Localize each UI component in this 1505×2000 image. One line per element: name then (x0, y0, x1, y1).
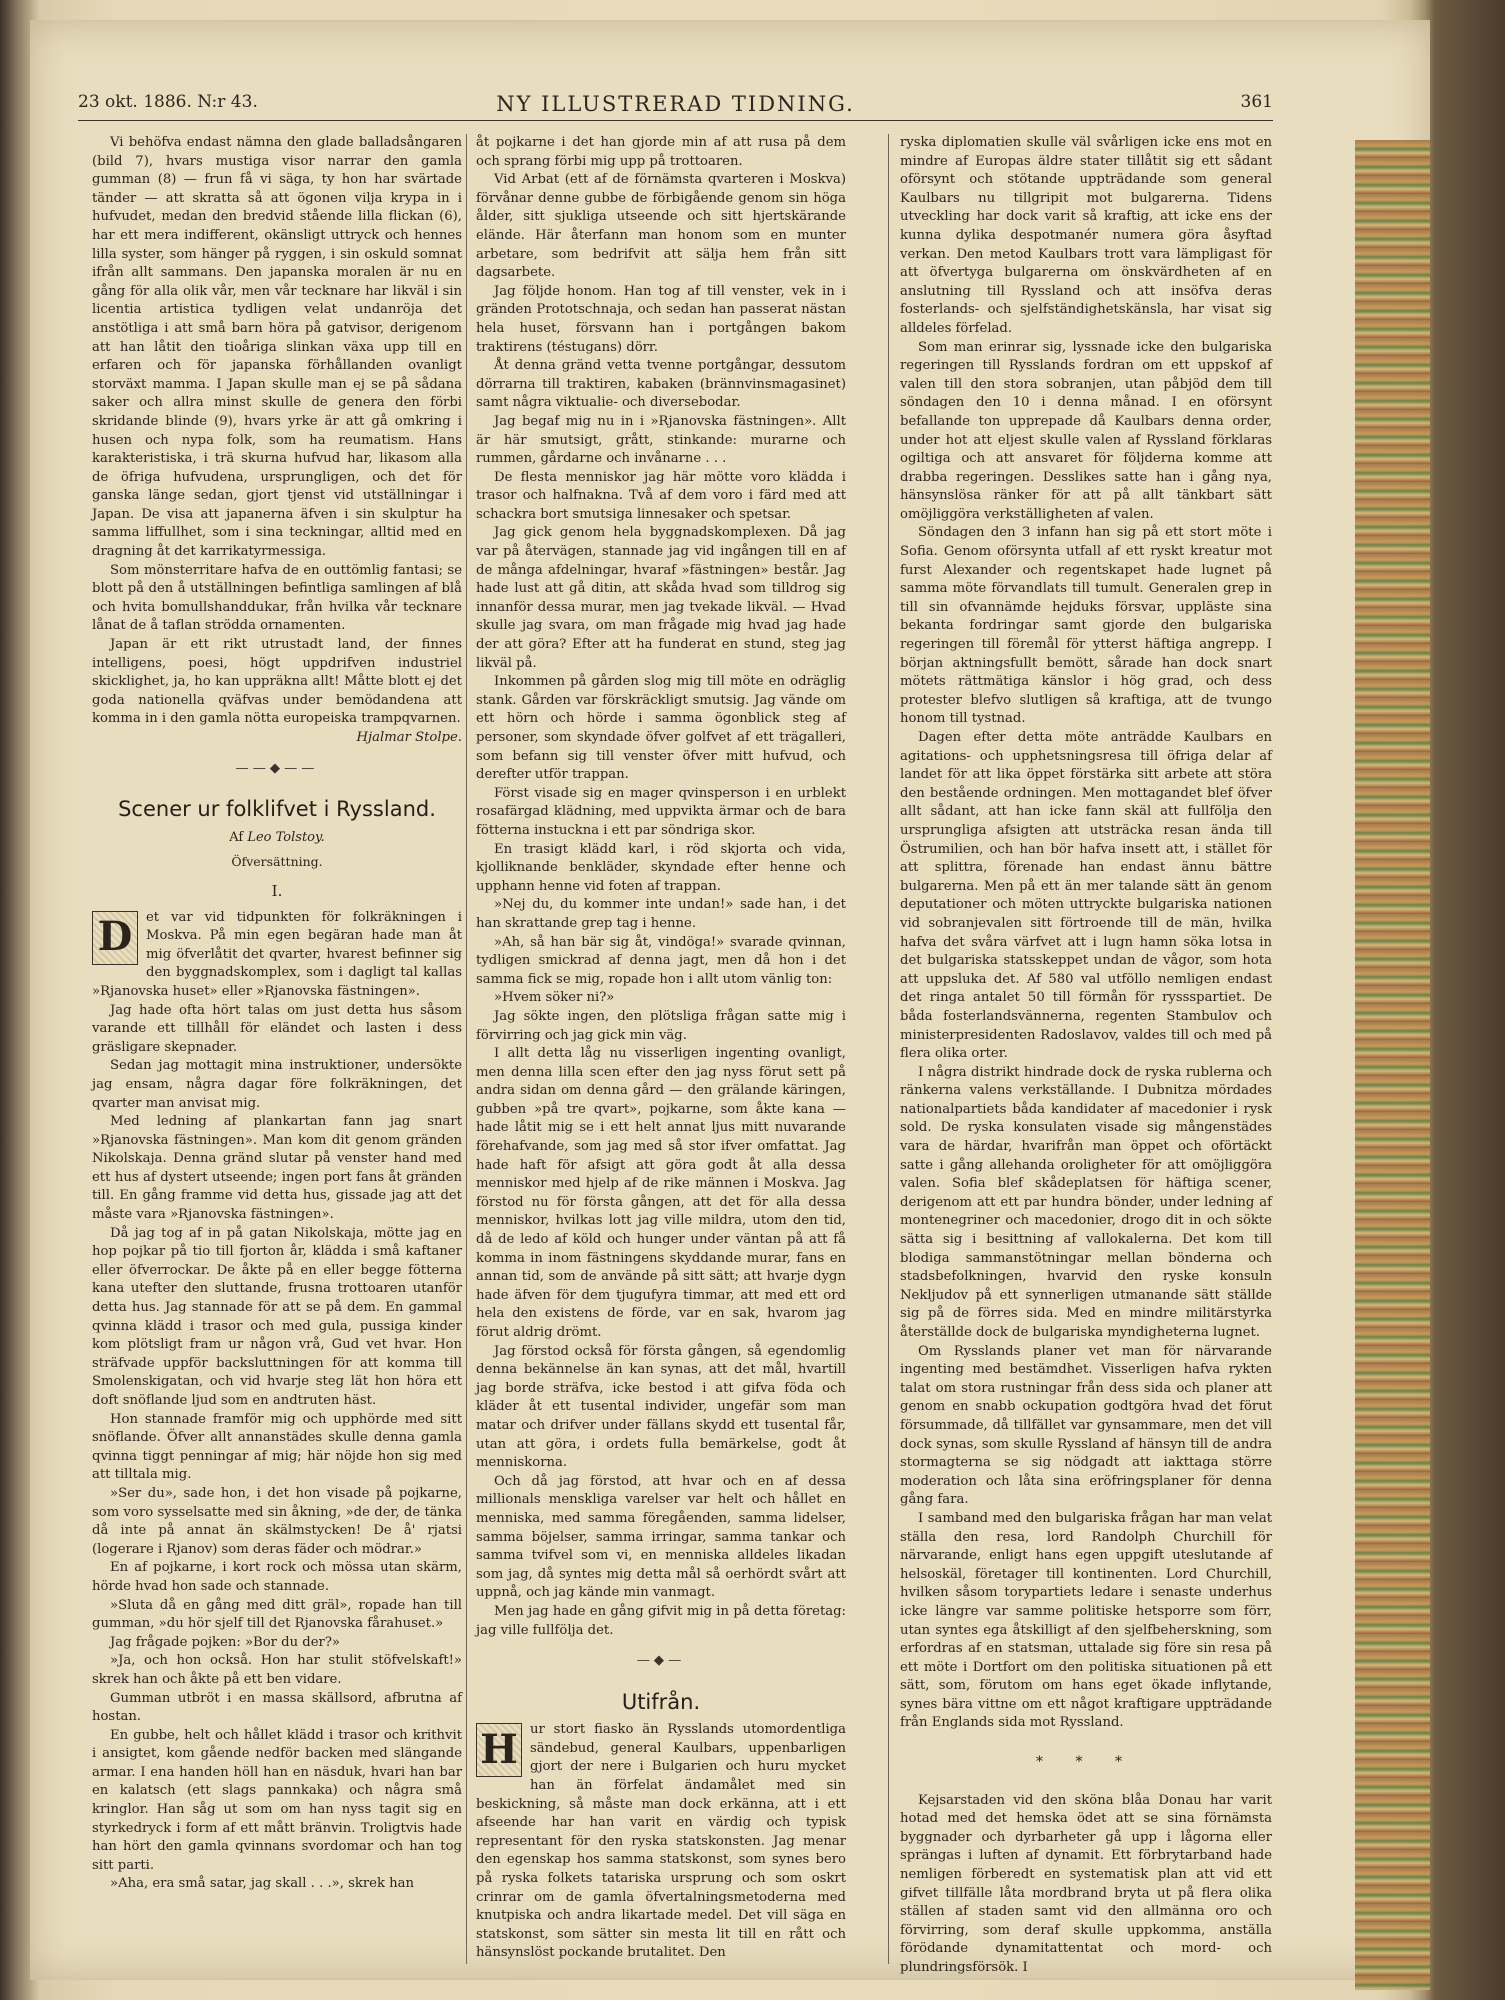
paragraph: »Hvem söker ni?» (494, 990, 615, 1006)
utifran-first-text: ur stort fiasko än Rysslands utomordentliga sändebud, general Kaulbars, uppenbarligen gjort der nere i Bulgarien och huru mycket han än förfelat ändamålet med sin beskickning, så måste man dock erkänna, att i ett afseende har han varit en värdig och typisk representant för den ryska statskonsten. Jag menar den egenskap hos samma statskonst, som synes bero på ryska folkets tatariska ursprung och som oskrt crinrar om de gamla öfvertalningsmetoderna med knutpiska och andra likartade medel. Det vill säga en statskonst, som sätter sin mesta lit till en rått och hänsynslöst pockande brutalitet. Den (476, 1722, 846, 1961)
paragraph: Sedan jag mottagit mina instruktioner, undersökte jag ensam, några dagar före folkräkningen, det qvarter man anvisat mig. (92, 1058, 462, 1111)
paragraph: åt pojkarne i det han gjorde min af att rusa på dem och sprang förbi mig upp på trottoaren. (476, 135, 846, 169)
byline-author: Leo Tolstoy. (247, 829, 325, 845)
column-rule-2 (888, 134, 889, 1964)
paragraph: En gubbe, helt och hållet klädd i trasor och krithvit i ansigtet, kom gående nedför backen med slängande armar. I ena handen höll han en näsduk, hvari han bar en kalatsch (ett slags pannkaka) och några små kringlor. Han såg ut som om han nyss tagit sig en styrkedryck i form af ett mått bränvin. Troligtvis hade han hört den gamla qvinnans svordomar och han tog sitt parti. (92, 1727, 462, 1873)
translation-note: Öfversättning. (231, 854, 323, 870)
paragraph: Med ledning af plankartan fann jag snart »Rjanovska fästningen». Man kom dit genom gränden Nikolskaja. Denna gränd slutar på venster hand med ett hus af dystert utseende; ingen port fans åt gränden till. En gång framme vid detta hus, gissade jag att det måste vara »Rjanovska fästningen». (92, 1114, 462, 1223)
byline-prefix: Af (229, 829, 244, 845)
paragraph: »Ah, så han bär sig åt, vindöga!» svarade qvinnan, tydligen smickrad af denna jagt, men då hon i det samma fick se mig, ropade hon i allt utom vänlig ton: (476, 934, 846, 987)
paragraph: Jag hade ofta hört talas om just detta hus såsom varande ett tillhåll för eländet och lasten i dess gräsligare skepnader. (92, 1002, 462, 1055)
paragraph: »Ser du», sade hon, i det hon visade på pojkarne, som voro sysselsatte med sin åkning, »de der, de tänka då inte på annat än skälmstycken! De å' rjatsi (logerare i Rjanov) som deras fäder och mödrar.» (92, 1485, 462, 1557)
paragraph: Gumman utbröt i en massa skällsord, afbrutna af hostan. (92, 1690, 462, 1725)
paragraph: De flesta menniskor jag här mötte voro klädda i trasor och halfnakna. Två af dem voro i färd med att schackra bort smutsiga linnesaker och spetsar. (476, 469, 846, 522)
vienna-article (900, 1792, 1272, 1978)
chapter-number: I. (271, 881, 283, 900)
paragraph: »Nej du, du kommer inte undan!» sade han, i det han skrattande grep tag i henne. (476, 897, 846, 931)
paragraph: Hon stannade framför mig och upphörde med sitt snöflande. Öfver allt annanstädes skulle denna gamla qvinna tiggt penningar af mig; här nöjde hon sig med att tilltala mig. (92, 1411, 462, 1483)
dropcap-d-icon: D (92, 911, 138, 965)
column-1 (92, 134, 462, 1894)
paragraph: Jag förstod också för första gången, så egendomlig denna bekännelse än kan synas, att det mål, hvartill jag borde sträfva, icke bestod i att gifva föda och kläder åt ett tusental individer, ungefär som man matar och drifver under fällans skydd ett tusental får, utan att göra, i ordets fulla bemärkelse, godt åt menniskorna. (476, 1343, 846, 1471)
column-3 (900, 134, 1272, 1978)
paragraph: Jag frågade pojken: »Bor du der?» (110, 1634, 340, 1650)
paragraph: Kejsarstaden vid den sköna blåa Donau har varit hotad med det hemska ödet att se sina förnämsta byggnader och dyrbarheter gå upp i lågorna eller sprängas i luften af dynamit. Ett förbrytarband hade nemligen förberedt en systematisk plan att vid ett gifvet tillfälle låta mordbrand bryta ut på flera olika ställen af staden samt vid den allmänna oro och förvirring, som deraf skulle uppkomma, anställa förödande dynamitattentat och mord- och plundringsförsök. I (900, 1792, 1272, 1975)
newspaper-title: NY ILLUSTRERAD TIDNING. (496, 92, 855, 116)
paragraph: ryska diplomatien skulle väl svårligen icke ens mot en mindre af Europas äldre stater tillåtit sig ett sådant oförsynt och stötande uppträdande som general Kaulbars nu tillgripit mot bulgarerna. Tidens utveckling har dock varit så kraftig, att icke ens der kunna dylika despotmanér numera göra åsyftad verkan. Den metod Kaulbars trott vara lämpligast för att öfvertyga bulgarerna om önskvärdheten af en anslutning till Ryssland och att insöfva deras fosterlands- och sjelfständighetskänsla, har visat sig alldeles förfelad. (900, 135, 1272, 336)
paragraph: Som mönsterritare hafva de en outtömlig fantasi; se blott på den å utställningen befintliga samlingen af blå och hvita bomullshanddukar, från hvilka vår tecknare lånat de å taflan strödda ornamenten. (92, 562, 462, 634)
paragraph: Åt denna gränd vetta tvenne portgångar, dessutom dörrarna till traktiren, kabaken (brännvinsmagasinet) samt några viktualie- och diversebodar. (476, 358, 846, 411)
paragraph: »Aha, era små satar, jag skall . . .», skrek han (110, 1876, 414, 1892)
paragraph: Som man erinrar sig, lyssnade icke den bulgariska regeringen till Rysslands fordran om ett uppskof af valen till den stora sobranjen, utan påbjöd dem till söndagen den 10 i denna månad. I en oförsynt befallande ton upprepade då Kaulbars denna order, under hot att eljest skulle valen af Ryssland förklaras ogiltiga och att ansvaret för följderna komme att drabba regeringen. Desslikes satte han i gång nya, hänsynslösa ränker för att på allt tänkbart sätt omöjliggöra verkställigheten af valen. (900, 339, 1272, 522)
header-rule (78, 120, 1273, 121)
paragraph: I allt detta låg nu visserligen ingenting ovanligt, men denna lilla scen efter den jag nyss förut sett på andra sidan om denna gård — den grälande käringen, gubben »på tre qvart», pojkarne, som åkte kana — hade låtit mig se i ett helt annat ljus mitt nuvarande förehafvande, som jag med så stor ifver omfattat. Jag hade haft för afsigt att göra godt åt alla dessa menniskor med hjelp af de rike männen i Moskva. Jag förstod nu för första gången, att det för alla dessa menniskor, hvilkas lott jag ville mildra, utom den tid, då de ledo af köld och hunger under väntan på att få komma in inom fästningens skyddande murar, fans en annan tid, som de använde på sitt sätt; att hvarje dygn hade äfven för dem tjugufyra timmar, att med ett ord hela den existens de förde, var en sak, hvarom jag förut aldrig drömt. (476, 1046, 846, 1340)
utifran-first-paragraph (476, 1721, 846, 1963)
paragraph: Och då jag förstod, att hvar och en af dessa millionals menskliga varelser var helt och hållet en menniska, med samma föregåenden, samma lidelser, samma böjelser, samma irringar, samma tankar och samma tvifvel som vi, en menniska alldeles likadan som jag, då syntes mig detta mål så oerhördt svårt att uppnå, och jag kände min vanmagt. (476, 1473, 846, 1601)
paragraph: Då jag tog af in på gatan Nikolskaja, mötte jag en hop pojkar på tio till fjorton år, klädda i små kaftaner eller öfverrockar. De åkte på en eller begge fötterna kana utefter den sluttande, frusna trottoaren utanför detta hus. Jag stannade för att se på dem. En gammal qvinna klädd i trasor och med gula, pussiga kinder kom plötsligt fram ur någon vrå, Gud vet hvar. Hon sträfvade uppför backsluttningen för att komma till Smolenskigatan, och vid hvarje steg lät hon höra ett doft snöflande ljud som en andtruten häst. (92, 1225, 462, 1408)
first-paragraph (92, 909, 462, 1002)
first-paragraph-text: et var vid tidpunkten för folkräkningen i Moskva. På min egen begäran hade man åt mig öfverlåtit det qvarter, hvarest befinner sig den byggnadskomplex, som i dagligt tal kallas »Rjanovska huset» eller »Rjanovska fästningen». (92, 909, 462, 999)
paragraph: Jag följde honom. Han tog af till venster, vek in i gränden Prototschnaja, och sedan han passerat nästan hela huset, försvann han i portgången bakom traktirens (téstugans) dörr. (476, 283, 846, 355)
utifran-continued (900, 134, 1272, 1733)
paragraph: Inkommen på gården slog mig till möte en odräglig stank. Gården var förskräckligt smutsig. Jag vände om ett hörn och hörde i samma ögonblick steg af personer, som skyndade öfver golfvet af ett trägalleri, som befann sig till venster öfver mitt hufvud, och derefter utför trappan. (476, 674, 846, 783)
asterism: * * * (1036, 1754, 1136, 1771)
paragraph: I samband med den bulgariska frågan har man velat ställa den resa, lord Randolph Churchill för närvarande, enligt hans egen uppgift uteslutande af helsoskäl, företager till kontinenten. Lord Churchill, hvilken såsom torypartiets ledare i senaste underhus icke längre var samme politiske hetsporre som förr, utan syntes ega åtskilligt af den sjelfbeherskning, som erfordras af en statsman, uttalade sig före sin resa på ett möte i Dortfort om den politiska situationen på ett sätt, som, förutom om hans eget ökade inflytande, synes bära vittne om ett något kraftigare uppträdande från Englands sida mot Ryssland. (900, 1510, 1272, 1731)
paragraph: Japan är ett rikt utrustadt land, der finnes intelligens, poesi, högt uppdrifven industriel skicklighet, ja, ho kan uppräkna allt! Måtte blott ej det goda nationella qväfvas under bemödandena att komma in i den gamla nötta europeiska trampqvarnen. (92, 637, 462, 727)
paragraph: Om Rysslands planer vet man för närvarande ingenting med bestämdhet. Visserligen hafva rykten talat om stora rustningar från dess sida och planer att genom en snabb ockupation godtgöra hvad det förut försummade, då tillfället var gynsammare, men det vill dock synas, som skulle Ryssland af hänsyn till de andra stormagterna se sig nödgadt att iakttaga större moderation och låta sina eröfringsplaner för denna gång fara. (900, 1343, 1272, 1508)
issue-date: 23 okt. 1886. N:r 43. (78, 92, 258, 112)
page-stack-edge (1355, 140, 1430, 1990)
japan-article-end (92, 134, 462, 729)
paragraph: »Sluta då en gång med ditt gräl», ropade han till gumman, »du hör sjelf till det Rjanovska fårahuset.» (92, 1597, 462, 1632)
paragraph: Först visade sig en mager qvinsperson i en urblekt rosafärgad klädning, med uppvikta ärmar och de bara fötterna instuckna i ett par söndriga skor. (476, 785, 846, 838)
paragraph: En af pojkarne, i kort rock och mössa utan skärm, hörde hvad hon sade och stannade. (92, 1560, 462, 1594)
section-divider-2: —◆— (636, 1653, 686, 1669)
paragraph: Vi behöfva endast nämna den glade balladsångaren (bild 7), hvars mustiga visor narrar den gamla gumman (8) — frun få vi säga, ty hon har svärtade tänder — att skratta så att ögonen vilja krypa in i hufvudet, medan den bredvid stående lilla flickan (6), har ett mera indifferent, okänsligt uttryck och hennes lilla syster, som hänger på ryggen, i sin oskuld somnat ifrån allt sammans. Den japanska moralen är nu en gång för alla olik vår, men vår tecknare har likväl i sin licentia artistica tydligen velat undanröja det anstötliga i att små barn höra på gatvisor, derigenom att han låtit den tioåriga slinkan växa upp till en erfaren och för japanska förhållanden ovanligt storväxt mamma. I Japan skulle man ej se på sådana saker och allra minst skulle de genera den förbi skridande blinde (9), hvars yrke är att gå omkring i husen och nypa folk, som ha reumatism. Hans karakteristiska, i trä skurna hufvud har, likasom alla de öfriga hufvudena, ursprungligen, och det för ganska länge sedan, gjort tjenst vid utställningar i Japan. De visa att japanerna äfven i sin skulptur ha samma liffullhet, som i sina teckningar, alltid med en dragning åt det karrikatyrmessiga. (92, 135, 462, 560)
paragraph: I några distrikt hindrade dock de ryska rublerna och ränkerna valens verkställande. I Dubnitza mördades nationalpartiets båda kandidater af macedonier i rysk sold. De ryska konsulaten visade sig mångenstädes vara de härdar, hvarifrån man öppet och oförtäckt satte i gång allehanda oroligheter för att omöjliggöra valen. Sofia blef skådeplatsen för häftiga scener, derigenom att ett par hundra bönder, under ledning af montenegriner och macedonier, drogo dit in och sökte sätta sig i besittning af vallokalerna. Det kom till blodiga sammanstötningar mellan bönderna och stadsbefolkningen, hvarvid den ryske konsuln Nekljudov på ett synnerligen utmanande sätt ställde sig på de förres sida. Med en mindre militärstyrka återställde dock de bulgariska myndigheterna lugnet. (900, 1064, 1272, 1340)
paragraph: Jag sökte ingen, den plötsliga frågan satte mig i förvirring och jag gick min väg. (476, 1008, 846, 1043)
paragraph: Vid Arbat (ett af de förnämsta qvarteren i Moskva) förvånar denne gubbe de förbigående genom sin höga ålder, sitt sjukliga utseende och sitt hjertskärande elände. Här återfann man honom som en munter arbetare, som bedrifvit att sälja hem från sitt dagsarbete. (476, 172, 846, 281)
paragraph: Söndagen den 3 infann han sig på ett stort möte i Sofia. Genom oförsynta utfall af ett ryskt kreatur mot furst Alexander och regentskapet hade lugnet på samma möte förvandlats till tumult. Generalen grep in till sin ofvannämde hejduks försvar, uppläste sina bekanta fordringar samt gjorde den bulgariska regeringen till föremål för ytterst häftiga angrepp. I början aktningsfullt bemött, sårade han dock snart mötets rättmätiga känslor i hög grad, och dess protester blefvo slutligen så kraftiga, att de tvungo honom till tystnad. (900, 525, 1272, 727)
paragraph: Jag begaf mig nu in i »Rjanovska fästningen». Allt är här smutsigt, grått, stinkande: murarne och rummen, gårdarne och invånarne . . . (476, 413, 846, 467)
section-title-russia: Scener ur folklifvet i Ryssland. (118, 797, 436, 822)
column-2 (476, 134, 846, 1963)
russia-article-continued (476, 134, 846, 1640)
section-divider: ——◆—— (235, 760, 319, 776)
paragraph: Jag gick genom hela byggnadskomplexen. Då jag var på återvägen, stannade jag vid ingången till en af de många afdelningar, hvaraf »fästningen» består. Jag hade lust att gå ditin, att skåda hvad som tilldrog sig innanför dessa murar, men jag tvekade likväl. — Hvad skulle jag svara, om man frågade mig hvad jag hade der att göra? Efter att ha funderat en stund, steg jag likväl på. (476, 525, 846, 671)
paragraph: »Ja, och hon också. Hon har stulit stöfvelskaft!» skrek han och åkte på ett ben vidare. (92, 1653, 462, 1687)
paragraph: En trasigt klädd karl, i röd skjorta och vida, kjolliknande benkläder, skyndade efter henne och upphann henne vid foten af trappan. (476, 841, 846, 894)
russia-article-body (92, 1002, 462, 1895)
paragraph: Dagen efter detta möte anträdde Kaulbars en agitations- och upphetsningsresa till öfriga delar af landet för att lika öppet förstärka sitt arbete att störa den bestående ordningen. Men mottagandet blef öfver allt sådant, att han icke fann skäl att fullfölja den ursprungliga afsigten att utsträcka resan ända till Östrumilien, och han bör hafva insett att, i stället för att splittra, förenade han endast ännu bättre bulgarerna. Men på ett än mer talande sätt än genom deputationer och möten uttryckte bulgariska nationen vid sobranjevalen sitt förtroende till de män, hvilka hafva det svåra värfvet att i lugn hamn söka lotsa in det bulgariska statsskeppet undan de vågor, som hota att uppsluka det. Af 580 val utföllo nemligen endast det ringa antalet 50 till förmån för ryssspartiet. De båda fosterlandsvännerna, regenten Stambulov och ministerpresidenten Radoslavov, valdes till och med på flera olika orter. (900, 730, 1272, 1062)
section-title-utifran: Utifrån. (621, 1689, 701, 1714)
page-number: 361 (1240, 92, 1273, 112)
byline (92, 829, 462, 848)
author-signature: Hjalmar Stolpe. (356, 730, 462, 745)
dropcap-h-icon: H (476, 1723, 522, 1777)
paragraph: Men jag hade en gång gifvit mig in på detta företag: jag ville fullfölja det. (476, 1603, 846, 1638)
column-rule-1 (466, 134, 467, 1964)
page-header (78, 92, 1273, 122)
